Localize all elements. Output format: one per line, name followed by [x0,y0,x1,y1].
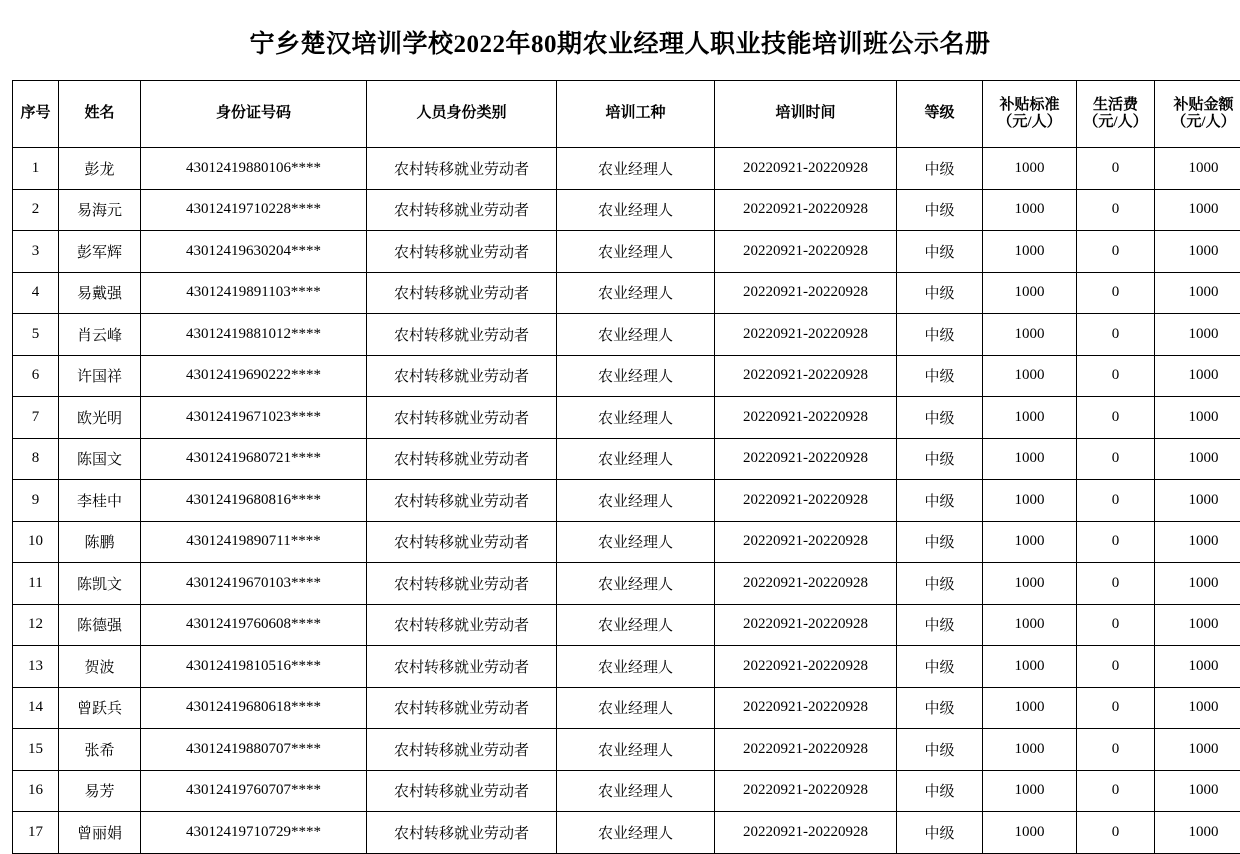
cell-training-type: 农业经理人 [557,355,715,397]
cell-living-cost: 0 [1077,770,1155,812]
cell-training-type: 农业经理人 [557,231,715,273]
cell-index: 14 [13,687,59,729]
table-row [13,521,1240,563]
cell-subsidy-amount: 1000 [1155,314,1240,356]
cell-id-number: 43012419680618**** [141,687,367,729]
cell-person-category: 农村转移就业劳动者 [367,729,557,771]
cell-subsidy-amount: 1000 [1155,438,1240,480]
column-header-training-time: 培训时间 [715,81,897,148]
cell-id-number: 43012419670103**** [141,563,367,605]
cell-subsidy-standard: 1000 [983,563,1077,605]
subsidy-standard-line2: （元/人） [985,114,1074,131]
cell-id-number: 43012419891103**** [141,272,367,314]
cell-training-time: 20220921-20220928 [715,480,897,522]
cell-person-category: 农村转移就业劳动者 [367,521,557,563]
cell-person-category: 农村转移就业劳动者 [367,604,557,646]
cell-name: 陈凯文 [59,563,141,605]
cell-person-category: 农村转移就业劳动者 [367,812,557,854]
cell-name: 曾丽娟 [59,812,141,854]
cell-living-cost: 0 [1077,314,1155,356]
table-row [13,438,1240,480]
cell-name: 许国祥 [59,355,141,397]
cell-living-cost: 0 [1077,231,1155,273]
cell-living-cost: 0 [1077,148,1155,190]
cell-subsidy-standard: 1000 [983,231,1077,273]
cell-training-type: 农业经理人 [557,438,715,480]
cell-training-type: 农业经理人 [557,148,715,190]
cell-name: 贺波 [59,646,141,688]
cell-training-type: 农业经理人 [557,646,715,688]
subsidy-standard-line1: 补贴标准 [985,97,1074,114]
cell-subsidy-standard: 1000 [983,521,1077,563]
cell-subsidy-amount: 1000 [1155,189,1240,231]
cell-training-type: 农业经理人 [557,521,715,563]
cell-subsidy-amount: 1000 [1155,148,1240,190]
cell-index: 13 [13,646,59,688]
cell-subsidy-standard: 1000 [983,397,1077,439]
cell-subsidy-standard: 1000 [983,438,1077,480]
cell-id-number: 43012419810516**** [141,646,367,688]
table-row [13,355,1240,397]
public-roster-table [12,80,1240,854]
cell-name: 彭军辉 [59,231,141,273]
cell-training-time: 20220921-20220928 [715,687,897,729]
cell-person-category: 农村转移就业劳动者 [367,646,557,688]
cell-subsidy-amount: 1000 [1155,397,1240,439]
column-header-subsidy-amount [1155,81,1240,148]
table-row [13,272,1240,314]
cell-subsidy-standard: 1000 [983,314,1077,356]
cell-id-number: 43012419880707**** [141,729,367,771]
column-header-index: 序号 [13,81,59,148]
cell-name: 欧光明 [59,397,141,439]
cell-level: 中级 [897,355,983,397]
cell-living-cost: 0 [1077,729,1155,771]
cell-training-type: 农业经理人 [557,272,715,314]
cell-training-type: 农业经理人 [557,729,715,771]
cell-training-time: 20220921-20220928 [715,314,897,356]
table-row [13,812,1240,854]
cell-index: 16 [13,770,59,812]
cell-index: 11 [13,563,59,605]
cell-person-category: 农村转移就业劳动者 [367,314,557,356]
living-cost-line1: 生活费 [1079,97,1152,114]
cell-training-time: 20220921-20220928 [715,563,897,605]
cell-level: 中级 [897,563,983,605]
cell-subsidy-standard: 1000 [983,355,1077,397]
cell-id-number: 43012419760707**** [141,770,367,812]
cell-id-number: 43012419680816**** [141,480,367,522]
cell-training-time: 20220921-20220928 [715,729,897,771]
cell-subsidy-standard: 1000 [983,604,1077,646]
cell-level: 中级 [897,521,983,563]
cell-subsidy-standard: 1000 [983,189,1077,231]
cell-training-time: 20220921-20220928 [715,355,897,397]
cell-level: 中级 [897,604,983,646]
cell-living-cost: 0 [1077,438,1155,480]
cell-name: 易戴强 [59,272,141,314]
cell-id-number: 43012419880106**** [141,148,367,190]
cell-training-time: 20220921-20220928 [715,521,897,563]
table-row [13,646,1240,688]
cell-living-cost: 0 [1077,397,1155,439]
cell-living-cost: 0 [1077,646,1155,688]
cell-person-category: 农村转移就业劳动者 [367,687,557,729]
cell-id-number: 43012419671023**** [141,397,367,439]
cell-subsidy-amount: 1000 [1155,812,1240,854]
cell-index: 17 [13,812,59,854]
table-row [13,729,1240,771]
cell-person-category: 农村转移就业劳动者 [367,397,557,439]
cell-training-time: 20220921-20220928 [715,397,897,439]
table-row [13,480,1240,522]
cell-subsidy-standard: 1000 [983,812,1077,854]
cell-index: 9 [13,480,59,522]
cell-training-type: 农业经理人 [557,480,715,522]
column-header-subsidy-standard [983,81,1077,148]
cell-index: 8 [13,438,59,480]
cell-training-type: 农业经理人 [557,687,715,729]
table-row [13,231,1240,273]
cell-training-time: 20220921-20220928 [715,438,897,480]
cell-index: 15 [13,729,59,771]
column-header-level: 等级 [897,81,983,148]
cell-id-number: 43012419680721**** [141,438,367,480]
cell-person-category: 农村转移就业劳动者 [367,770,557,812]
table-row [13,189,1240,231]
cell-subsidy-amount: 1000 [1155,729,1240,771]
subsidy-amount-line2: （元/人） [1157,114,1240,131]
cell-living-cost: 0 [1077,272,1155,314]
column-header-person-category: 人员身份类别 [367,81,557,148]
cell-subsidy-standard: 1000 [983,687,1077,729]
cell-training-time: 20220921-20220928 [715,231,897,273]
cell-training-type: 农业经理人 [557,189,715,231]
cell-index: 7 [13,397,59,439]
cell-index: 3 [13,231,59,273]
cell-index: 4 [13,272,59,314]
cell-person-category: 农村转移就业劳动者 [367,480,557,522]
cell-id-number: 43012419710228**** [141,189,367,231]
cell-level: 中级 [897,272,983,314]
cell-living-cost: 0 [1077,687,1155,729]
cell-index: 6 [13,355,59,397]
cell-training-time: 20220921-20220928 [715,189,897,231]
column-header-training-type: 培训工种 [557,81,715,148]
cell-subsidy-standard: 1000 [983,272,1077,314]
table-row [13,314,1240,356]
cell-level: 中级 [897,770,983,812]
cell-living-cost: 0 [1077,480,1155,522]
cell-subsidy-amount: 1000 [1155,770,1240,812]
cell-living-cost: 0 [1077,563,1155,605]
cell-training-type: 农业经理人 [557,314,715,356]
cell-living-cost: 0 [1077,189,1155,231]
table-body [13,148,1240,854]
cell-name: 陈国文 [59,438,141,480]
cell-id-number: 43012419630204**** [141,231,367,273]
table-row [13,397,1240,439]
cell-subsidy-amount: 1000 [1155,521,1240,563]
table-row [13,770,1240,812]
cell-living-cost: 0 [1077,604,1155,646]
cell-subsidy-standard: 1000 [983,646,1077,688]
cell-index: 1 [13,148,59,190]
cell-living-cost: 0 [1077,812,1155,854]
cell-subsidy-amount: 1000 [1155,563,1240,605]
cell-id-number: 43012419710729**** [141,812,367,854]
cell-subsidy-amount: 1000 [1155,480,1240,522]
cell-training-type: 农业经理人 [557,563,715,605]
cell-person-category: 农村转移就业劳动者 [367,355,557,397]
cell-name: 易海元 [59,189,141,231]
cell-level: 中级 [897,397,983,439]
cell-index: 5 [13,314,59,356]
cell-level: 中级 [897,687,983,729]
cell-training-time: 20220921-20220928 [715,646,897,688]
cell-index: 10 [13,521,59,563]
cell-level: 中级 [897,729,983,771]
column-header-id-number: 身份证号码 [141,81,367,148]
cell-name: 曾跃兵 [59,687,141,729]
cell-level: 中级 [897,189,983,231]
cell-training-type: 农业经理人 [557,770,715,812]
cell-level: 中级 [897,314,983,356]
cell-living-cost: 0 [1077,521,1155,563]
cell-subsidy-standard: 1000 [983,770,1077,812]
cell-living-cost: 0 [1077,355,1155,397]
cell-subsidy-amount: 1000 [1155,272,1240,314]
cell-level: 中级 [897,231,983,273]
table-row [13,687,1240,729]
cell-person-category: 农村转移就业劳动者 [367,438,557,480]
cell-subsidy-amount: 1000 [1155,687,1240,729]
cell-training-time: 20220921-20220928 [715,812,897,854]
cell-subsidy-standard: 1000 [983,148,1077,190]
column-header-name: 姓名 [59,81,141,148]
cell-level: 中级 [897,148,983,190]
cell-subsidy-amount: 1000 [1155,604,1240,646]
cell-level: 中级 [897,438,983,480]
cell-index: 12 [13,604,59,646]
cell-training-type: 农业经理人 [557,812,715,854]
table-row [13,148,1240,190]
cell-person-category: 农村转移就业劳动者 [367,189,557,231]
cell-id-number: 43012419690222**** [141,355,367,397]
table-row [13,563,1240,605]
cell-level: 中级 [897,646,983,688]
cell-index: 2 [13,189,59,231]
cell-name: 李桂中 [59,480,141,522]
cell-person-category: 农村转移就业劳动者 [367,148,557,190]
cell-training-time: 20220921-20220928 [715,272,897,314]
cell-training-time: 20220921-20220928 [715,604,897,646]
living-cost-line2: （元/人） [1079,114,1152,131]
cell-subsidy-standard: 1000 [983,729,1077,771]
cell-name: 陈德强 [59,604,141,646]
cell-subsidy-amount: 1000 [1155,231,1240,273]
cell-id-number: 43012419890711**** [141,521,367,563]
cell-name: 张希 [59,729,141,771]
table-row [13,604,1240,646]
cell-subsidy-amount: 1000 [1155,355,1240,397]
cell-id-number: 43012419760608**** [141,604,367,646]
cell-name: 易芳 [59,770,141,812]
cell-training-time: 20220921-20220928 [715,770,897,812]
subsidy-amount-line1: 补贴金额 [1157,97,1240,114]
table-header [13,81,1240,148]
cell-person-category: 农村转移就业劳动者 [367,563,557,605]
cell-level: 中级 [897,480,983,522]
table-header-row [13,81,1240,148]
cell-name: 肖云峰 [59,314,141,356]
page-title: 宁乡楚汉培训学校2022年80期农业经理人职业技能培训班公示名册 [0,0,1240,80]
cell-person-category: 农村转移就业劳动者 [367,231,557,273]
cell-subsidy-amount: 1000 [1155,646,1240,688]
cell-id-number: 43012419881012**** [141,314,367,356]
cell-name: 陈鹏 [59,521,141,563]
column-header-living-cost [1077,81,1155,148]
cell-training-type: 农业经理人 [557,397,715,439]
cell-subsidy-standard: 1000 [983,480,1077,522]
cell-training-time: 20220921-20220928 [715,148,897,190]
cell-name: 彭龙 [59,148,141,190]
cell-level: 中级 [897,812,983,854]
cell-training-type: 农业经理人 [557,604,715,646]
cell-person-category: 农村转移就业劳动者 [367,272,557,314]
